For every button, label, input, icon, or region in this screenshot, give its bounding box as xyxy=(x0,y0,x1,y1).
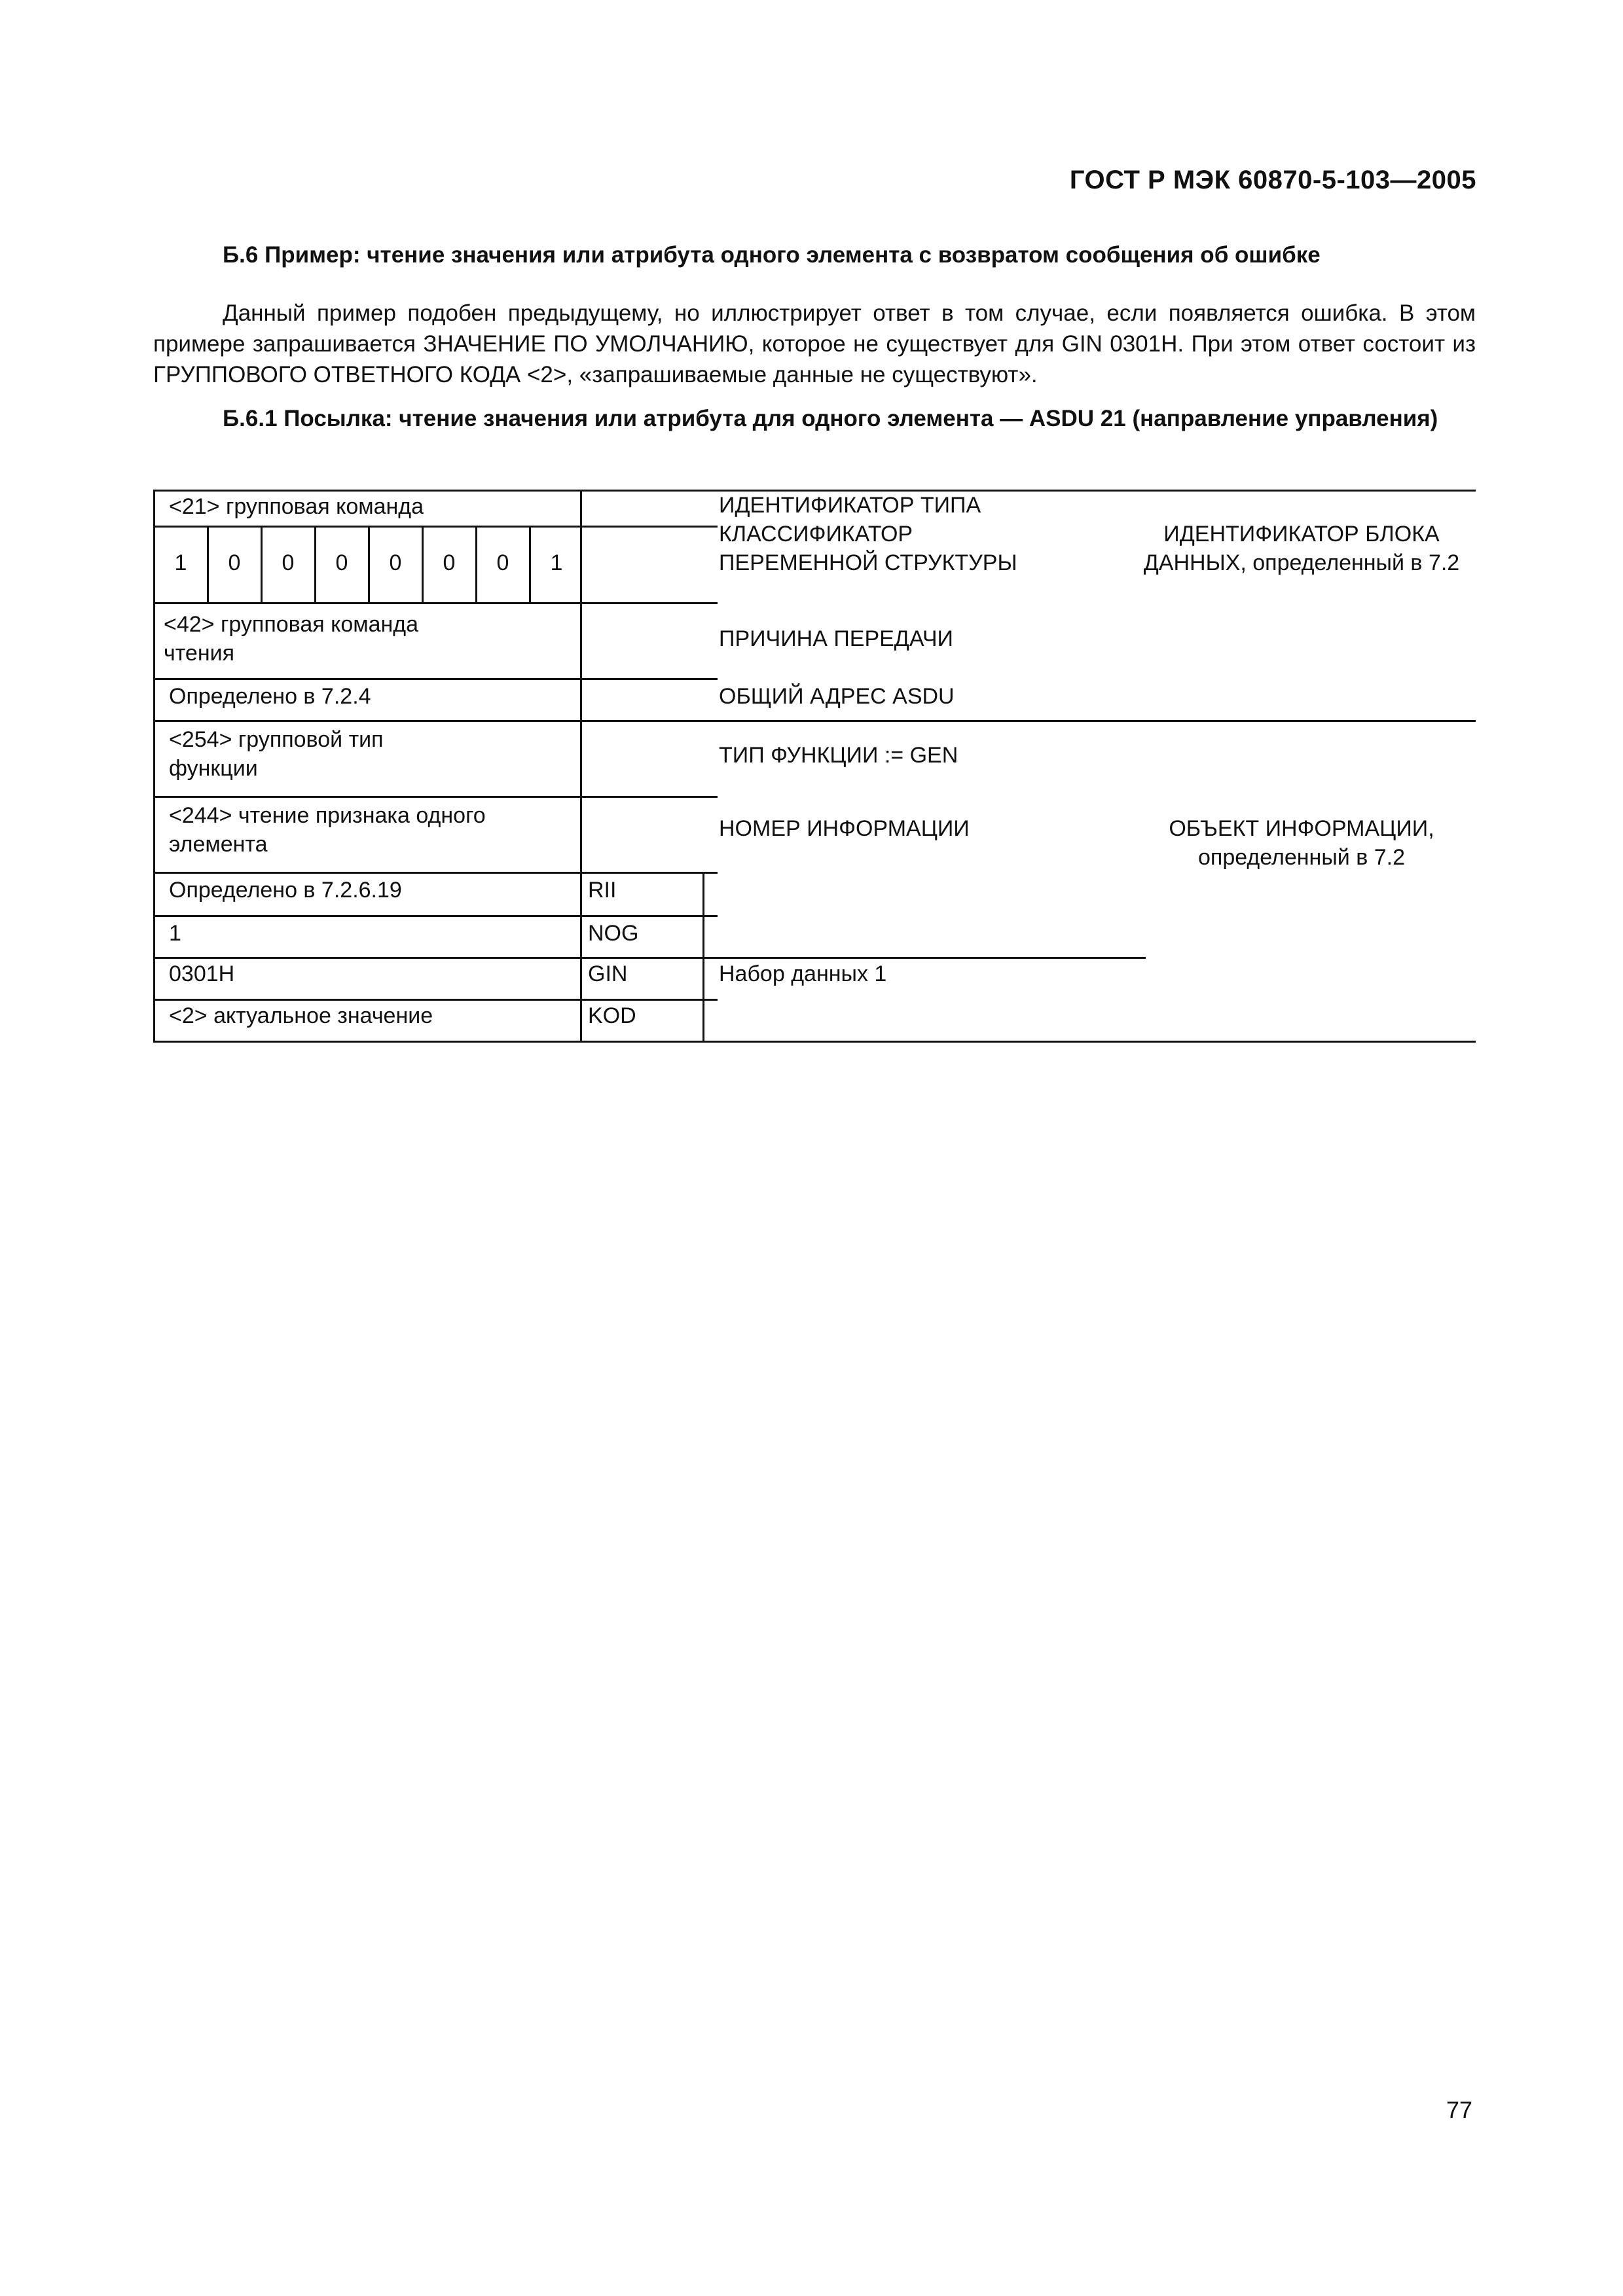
frame-line xyxy=(153,1041,1476,1043)
cell-type-value: <21> групповая команда xyxy=(169,494,424,519)
body-paragraph: Данный пример подобен предыдущему, но иллюстрирует ответ в том случае, если появляется ошибка. В этом примере запрашивается ЗНАЧЕНИЕ ПО УМОЛЧАНИЮ, которое не существует для GIN 0301H. При этом ответ состоит из ГРУППОВОГО ОТВЕТНОГО КОДА <2>, «запрашиваемые данные не существуют». xyxy=(153,300,1476,387)
cell-gin-value: 0301H xyxy=(169,961,235,986)
bit-cell: 0 xyxy=(335,550,348,575)
frame-line xyxy=(153,720,1476,722)
field-data-set: Набор данных 1 xyxy=(719,961,887,986)
cell-common-address-value: Определено в 7.2.4 xyxy=(169,684,371,709)
frame-line xyxy=(153,678,718,680)
cell-cot-value: <42> групповая команда чтения xyxy=(164,612,419,666)
bit-cell: 1 xyxy=(174,550,187,575)
cell-kod-value: <2> актуальное значение xyxy=(169,1003,433,1028)
field-cause-of-transmission: ПРИЧИНА ПЕРЕДАЧИ xyxy=(719,626,953,651)
field-function-type: ТИП ФУНКЦИИ := GEN xyxy=(719,743,958,768)
cell-gin-abbr: GIN xyxy=(588,961,628,986)
cell-rii-abbr: RII xyxy=(588,878,617,903)
document-header: ГОСТ Р МЭК 60870-5-103—2005 xyxy=(1069,166,1476,194)
subsection-title: Б.6.1 Посылка: чтение значения или атрибута для одного элемента — ASDU 21 (направление управления) xyxy=(223,406,1438,431)
frame-line xyxy=(153,915,718,917)
bit-cell: 1 xyxy=(550,550,563,575)
cell-inf-value: <244> чтение признака одного элемента xyxy=(169,803,486,857)
bit-cell: 0 xyxy=(389,550,402,575)
page-number: 77 xyxy=(1446,2096,1472,2123)
section-title: Б.6 Пример: чтение значения или атрибута одного элемента с возвратом сообщения об ошибке xyxy=(223,242,1321,268)
frame-line xyxy=(153,526,718,528)
frame-line xyxy=(153,872,718,874)
cell-kod-abbr: KOD xyxy=(588,1003,636,1028)
frame-line xyxy=(153,957,1146,959)
cell-fun-value: <254> групповой тип функции xyxy=(169,727,384,781)
frame-line xyxy=(153,796,718,798)
frame-line xyxy=(153,602,718,604)
field-variable-structure-qualifier: КЛАССИФИКАТОР ПЕРЕМЕННОЙ СТРУКТУРЫ xyxy=(719,522,1017,575)
group-data-unit-identifier: ИДЕНТИФИКАТОР БЛОКА ДАННЫХ, определенный в 7.2 xyxy=(1143,522,1460,575)
cell-nog-value: 1 xyxy=(169,921,181,946)
bit-cell: 0 xyxy=(282,550,295,575)
cell-nog-abbr: NOG xyxy=(588,921,639,946)
bit-cell: 0 xyxy=(443,550,456,575)
frame-line xyxy=(153,999,718,1001)
field-type-identifier: ИДЕНТИФИКАТОР ТИПА xyxy=(719,493,981,518)
group-information-object: ОБЪЕКТ ИНФОРМАЦИИ, определенный в 7.2 xyxy=(1169,816,1434,870)
cell-rii-value: Определено в 7.2.6.19 xyxy=(169,878,402,903)
frame-line xyxy=(702,872,704,1043)
field-common-address: ОБЩИЙ АДРЕС ASDU xyxy=(719,684,955,709)
bit-cell: 0 xyxy=(496,550,509,575)
field-information-number: НОМЕР ИНФОРМАЦИИ xyxy=(719,816,970,841)
bit-cell: 0 xyxy=(228,550,241,575)
